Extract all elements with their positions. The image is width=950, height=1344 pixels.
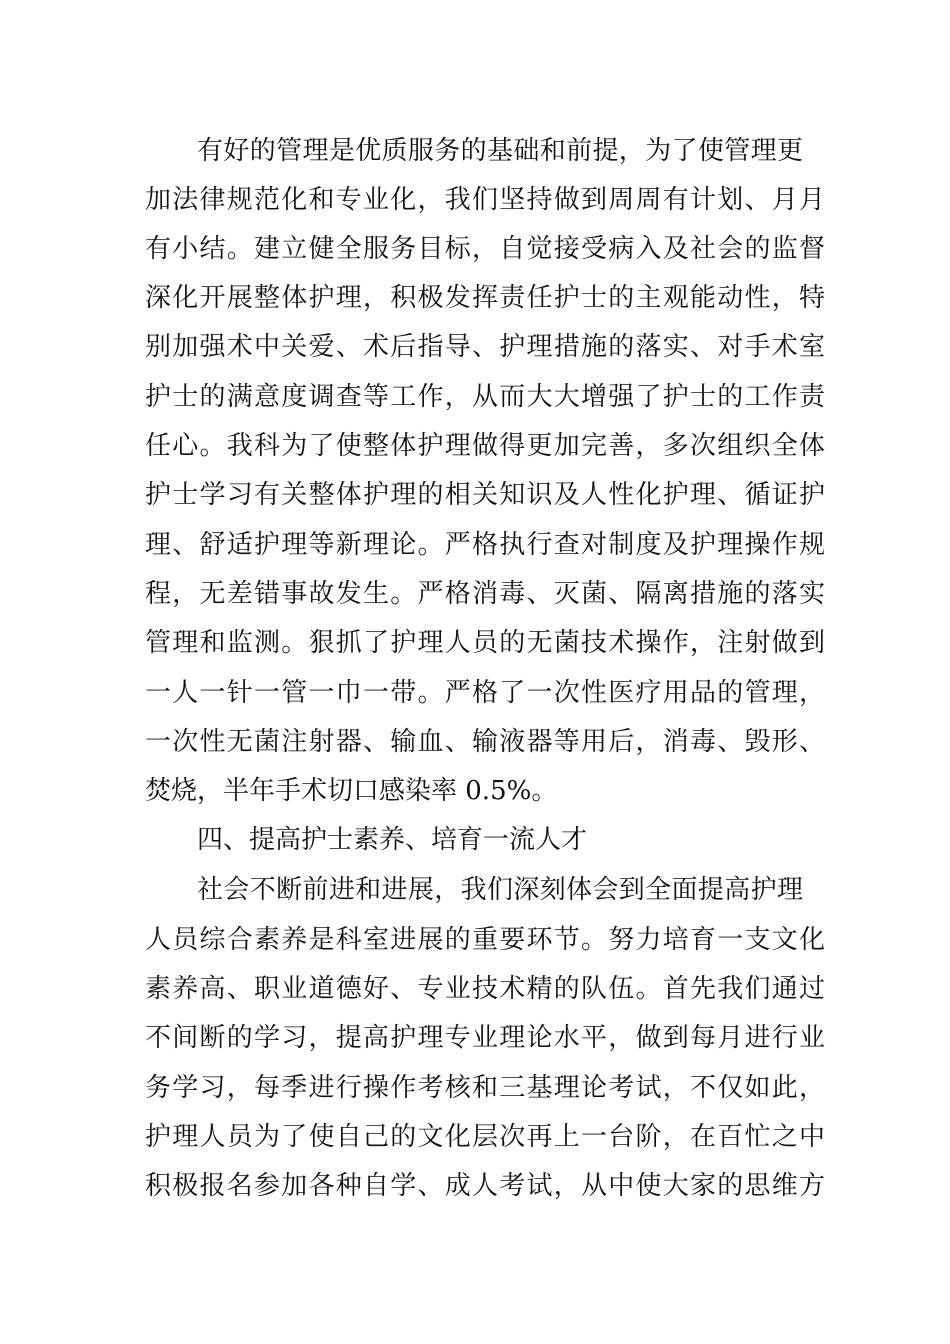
paragraph-line: 一次性无菌注射器、输血、输液器等用后，消毒、毁形、 — [145, 727, 825, 757]
paragraph-line: 人员综合素养是科室进展的重要环节。努力培育一支文化 — [145, 925, 825, 955]
paragraph-line: 别加强术中关爱、术后指导、护理措施的落实、对手术室 — [145, 332, 825, 362]
paragraph-line: 素养高、职业道德好、专业技术精的队伍。首先我们通过 — [145, 974, 825, 1004]
paragraph-line: 管理和监测。狠抓了护理人员的无菌技术操作，注射做到 — [145, 628, 825, 658]
paragraph-line: 有小结。建立健全服务目标，自觉接受病入及社会的监督 — [145, 234, 825, 264]
paragraph-line: 护理人员为了使自己的文化层次再上一台阶，在百忙之中 — [145, 1122, 825, 1152]
paragraph-line: 社会不断前进和进展，我们深刻体会到全面提高护理 — [197, 875, 803, 905]
paragraph-line: 一人一针一管一巾一带。严格了一次性医疗用品的管理， — [145, 678, 825, 708]
paragraph-line: 加法律规范化和专业化，我们坚持做到周周有计划、月月 — [145, 185, 825, 215]
paragraph-line: 理、舒适护理等新理论。严格执行查对制度及护理操作规 — [145, 530, 825, 560]
paragraph-line: 有好的管理是优质服务的基础和前提，为了使管理更 — [197, 136, 803, 166]
paragraph-line: 深化开展整体护理，积极发挥责任护士的主观能动性，特 — [145, 283, 825, 313]
paragraph-line: 焚烧，半年手术切口感染率 0.5%。 — [145, 776, 558, 806]
paragraph-line: 积极报名参加各种自学、成人考试，从中使大家的思维方 — [145, 1171, 825, 1201]
section-heading: 四、提高护士素养、培育一流人才 — [197, 825, 588, 855]
paragraph-line: 不间断的学习，提高护理专业理论水平，做到每月进行业 — [145, 1023, 825, 1053]
paragraph-line: 务学习，每季进行操作考核和三基理论考试，不仅如此， — [145, 1073, 825, 1103]
paragraph-line: 任心。我科为了使整体护理做得更加完善，多次组织全体 — [145, 431, 825, 461]
paragraph-line: 护士学习有关整体护理的相关知识及人性化护理、循证护 — [145, 480, 825, 510]
paragraph-line: 程，无差错事故发生。严格消毒、灭菌、隔离措施的落实 — [145, 579, 825, 609]
paragraph-line: 护士的满意度调查等工作，从而大大增强了护士的工作责 — [145, 382, 825, 412]
